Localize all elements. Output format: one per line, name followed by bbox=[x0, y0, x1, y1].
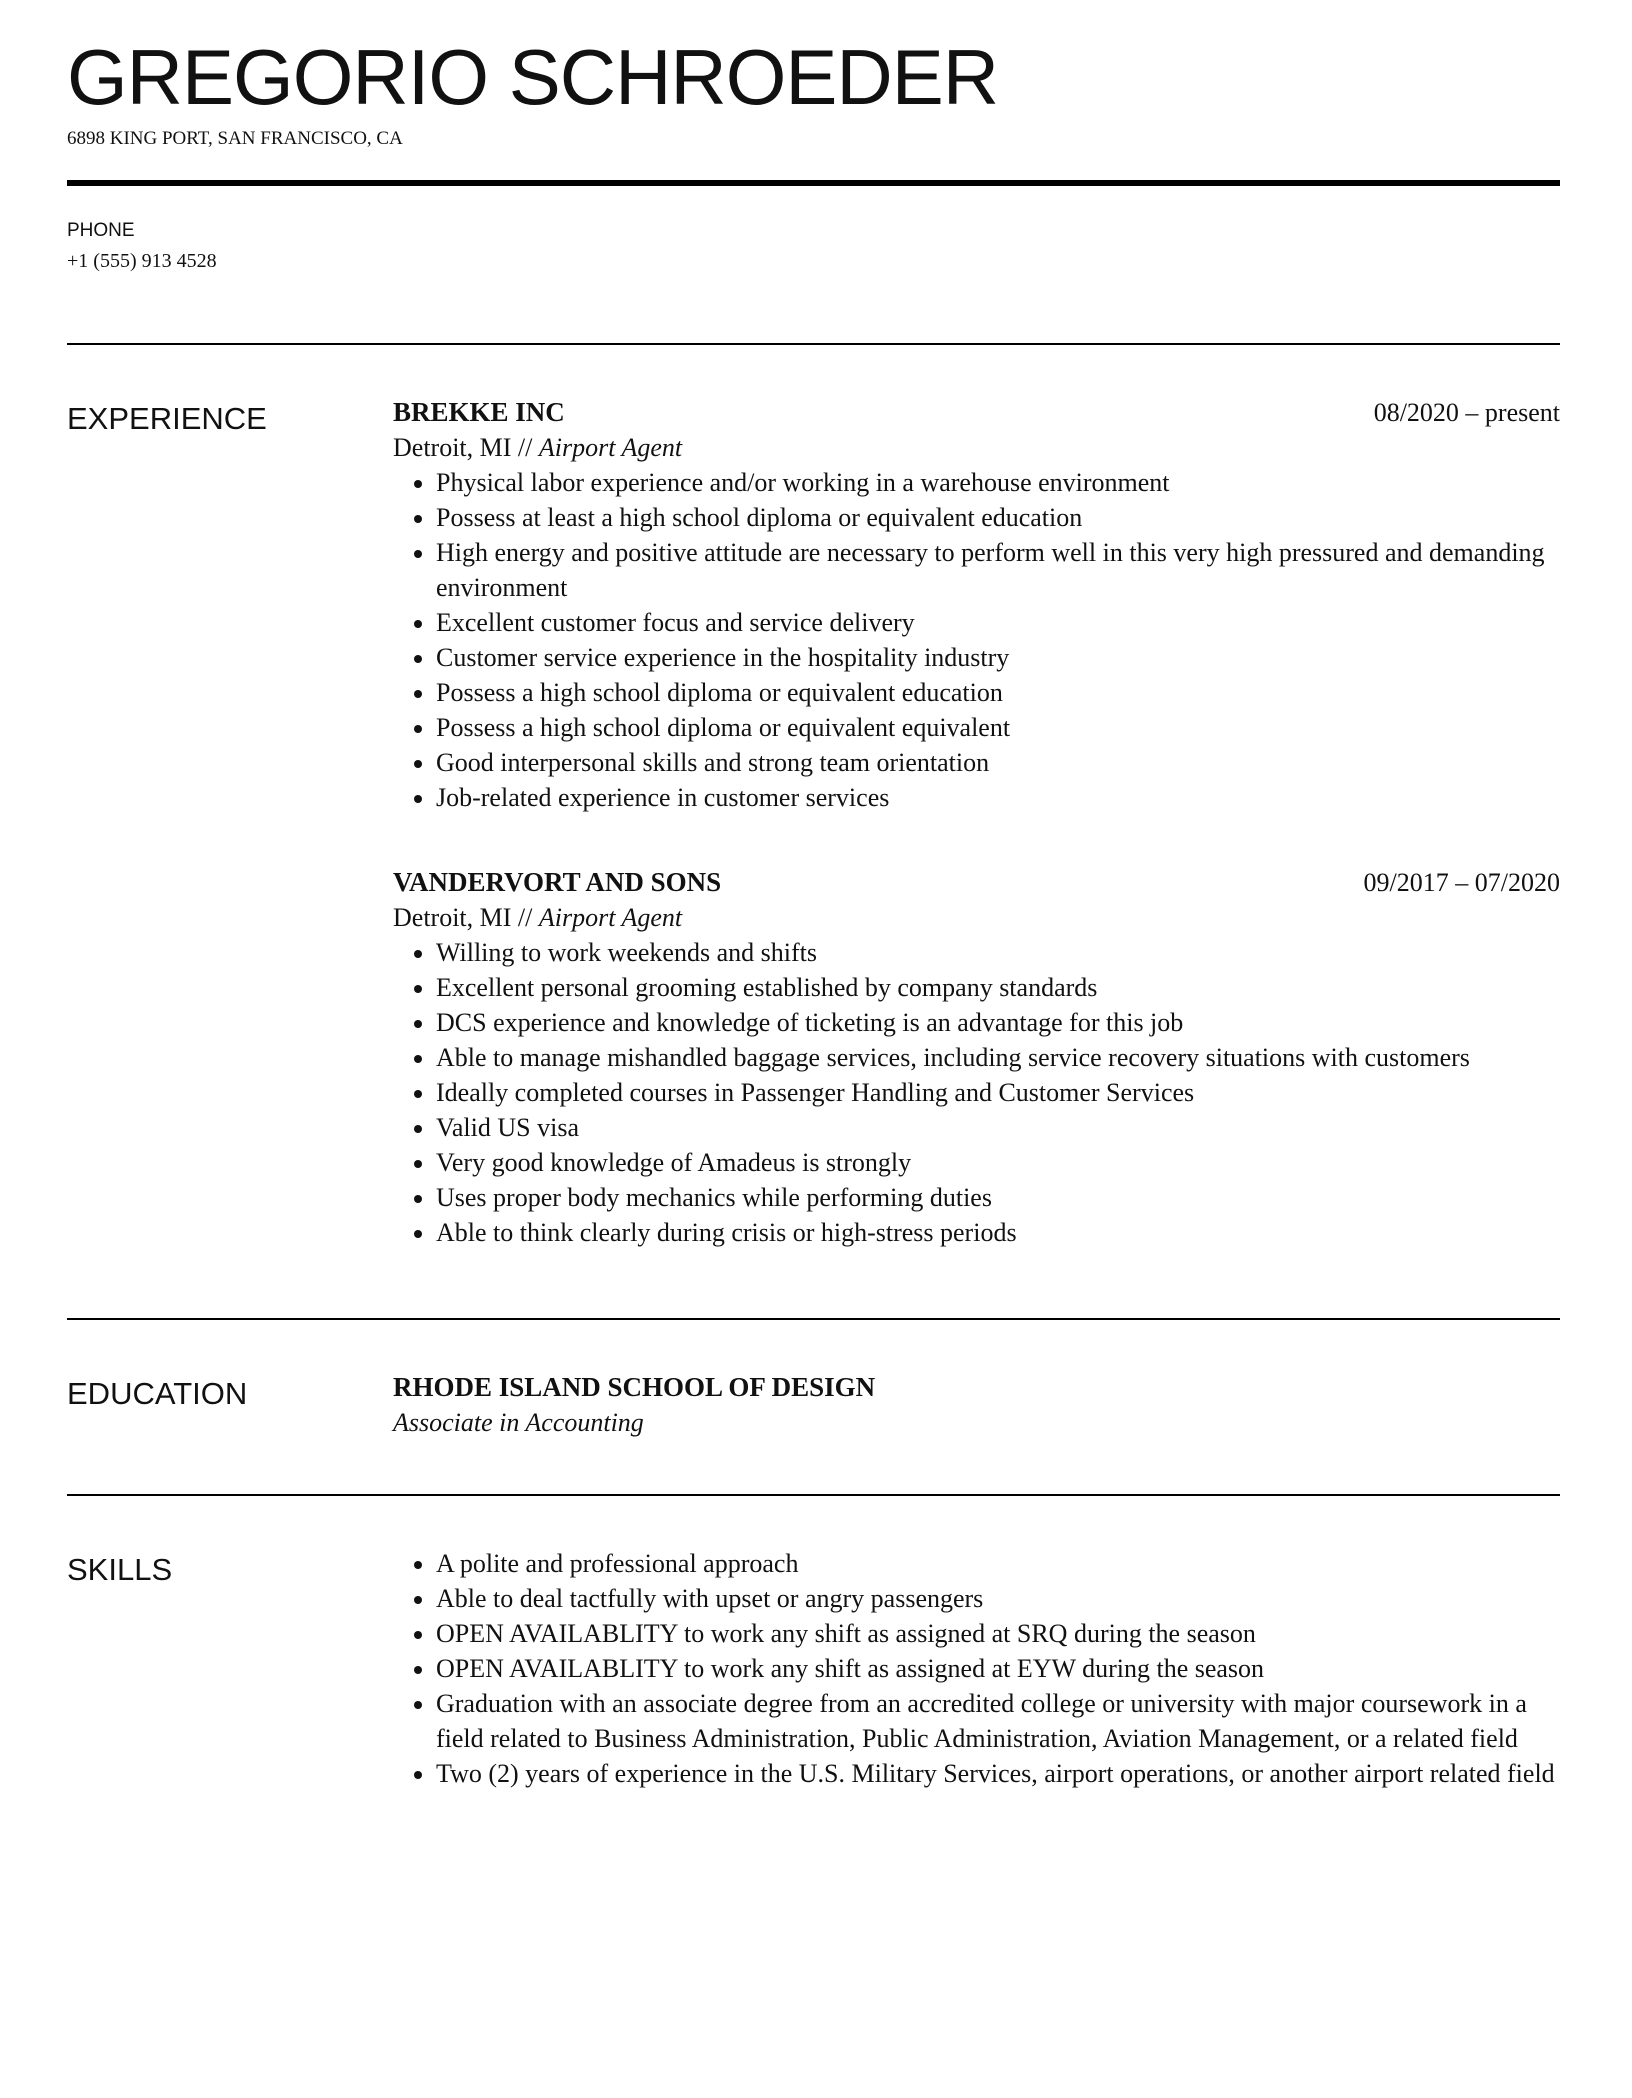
separator: // bbox=[511, 903, 539, 932]
list-item: • DCS experience and knowledge of ticketing is an advantage for this job bbox=[436, 1005, 1560, 1040]
list-item: • Two (2) years of experience in the U.S. Military Services, airport operations, or another airport related field bbox=[436, 1756, 1560, 1791]
list-item: • Possess at least a high school diploma or equivalent education bbox=[436, 500, 1560, 535]
phone-number: +1 (555) 913 4528 bbox=[67, 250, 217, 272]
header-divider bbox=[67, 180, 1560, 186]
list-item: • A polite and professional approach bbox=[436, 1546, 1560, 1581]
job-dates: 08/2020 – present bbox=[1373, 398, 1560, 427]
resume bbox=[67, 0, 1560, 1791]
job-entry bbox=[393, 865, 1560, 1250]
list-item: • Able to manage mishandled baggage services, including service recovery situations with customers bbox=[436, 1040, 1560, 1075]
job-dates: 09/2017 – 07/2020 bbox=[1363, 868, 1560, 897]
school-name: RHODE ISLAND SCHOOL OF DESIGN bbox=[393, 1372, 876, 1402]
company-name: VANDERVORT AND SONS bbox=[393, 867, 722, 897]
job-location-role bbox=[393, 430, 1560, 465]
list-item: • Physical labor experience and/or working in a warehouse environment bbox=[436, 465, 1560, 500]
list-item: • Excellent customer focus and service delivery bbox=[436, 605, 1560, 640]
job-location-role bbox=[393, 900, 1560, 935]
separator: // bbox=[511, 433, 539, 462]
candidate-name: GREGORIO SCHROEDER bbox=[67, 33, 999, 121]
section-title: SKILLS bbox=[67, 1552, 173, 1587]
divider bbox=[67, 1318, 1560, 1320]
list-item: • Customer service experience in the hospitality industry bbox=[436, 640, 1560, 675]
job-role: Airport Agent bbox=[538, 433, 683, 462]
list-item: • Good interpersonal skills and strong team orientation bbox=[436, 745, 1560, 780]
list-item: • Uses proper body mechanics while performing duties bbox=[436, 1180, 1560, 1215]
address: 6898 KING PORT, SAN FRANCISCO, CA bbox=[67, 128, 403, 149]
list-item: • High energy and positive attitude are necessary to perform well in this very high pressured and demanding environment bbox=[436, 535, 1560, 605]
job-location: Detroit, MI bbox=[393, 903, 512, 932]
list-item: • Valid US visa bbox=[436, 1110, 1560, 1145]
list-item: • Job-related experience in customer services bbox=[436, 780, 1560, 815]
job-bullets bbox=[393, 935, 1560, 1250]
list-item: • Ideally completed courses in Passenger Handling and Customer Services bbox=[436, 1075, 1560, 1110]
divider bbox=[67, 343, 1560, 345]
list-item: • Able to deal tactfully with upset or angry passengers bbox=[436, 1581, 1560, 1616]
job-location: Detroit, MI bbox=[393, 433, 512, 462]
list-item: • OPEN AVAILABLITY to work any shift as assigned at EYW during the season bbox=[436, 1651, 1560, 1686]
job-entry bbox=[393, 395, 1560, 815]
company-name: BREKKE INC bbox=[393, 397, 565, 427]
list-item: • Graduation with an associate degree from an accredited college or university with major coursework in a field related to Business Administration, Public Administration, Aviation Management, or a related field bbox=[436, 1686, 1560, 1756]
skills-list bbox=[393, 1546, 1560, 1791]
phone-label: PHONE bbox=[67, 220, 135, 241]
list-item: • Possess a high school diploma or equivalent equivalent bbox=[436, 710, 1560, 745]
section-title: EXPERIENCE bbox=[67, 401, 267, 436]
experience-section bbox=[67, 395, 1560, 1250]
job-role: Airport Agent bbox=[538, 903, 683, 932]
section-title: EDUCATION bbox=[67, 1376, 248, 1411]
list-item: • Excellent personal grooming established by company standards bbox=[436, 970, 1560, 1005]
list-item: • Able to think clearly during crisis or high-stress periods bbox=[436, 1215, 1560, 1250]
education-section bbox=[67, 1370, 1560, 1440]
divider bbox=[67, 1494, 1560, 1496]
list-item: • Possess a high school diploma or equivalent education bbox=[436, 675, 1560, 710]
jobs-list bbox=[393, 395, 1560, 1250]
list-item: • OPEN AVAILABLITY to work any shift as assigned at SRQ during the season bbox=[436, 1616, 1560, 1651]
job-bullets bbox=[393, 465, 1560, 815]
list-item: • Very good knowledge of Amadeus is strongly bbox=[436, 1145, 1560, 1180]
skills-section bbox=[67, 1546, 1560, 1791]
degree: Associate in Accounting bbox=[393, 1408, 644, 1437]
list-item: • Willing to work weekends and shifts bbox=[436, 935, 1560, 970]
